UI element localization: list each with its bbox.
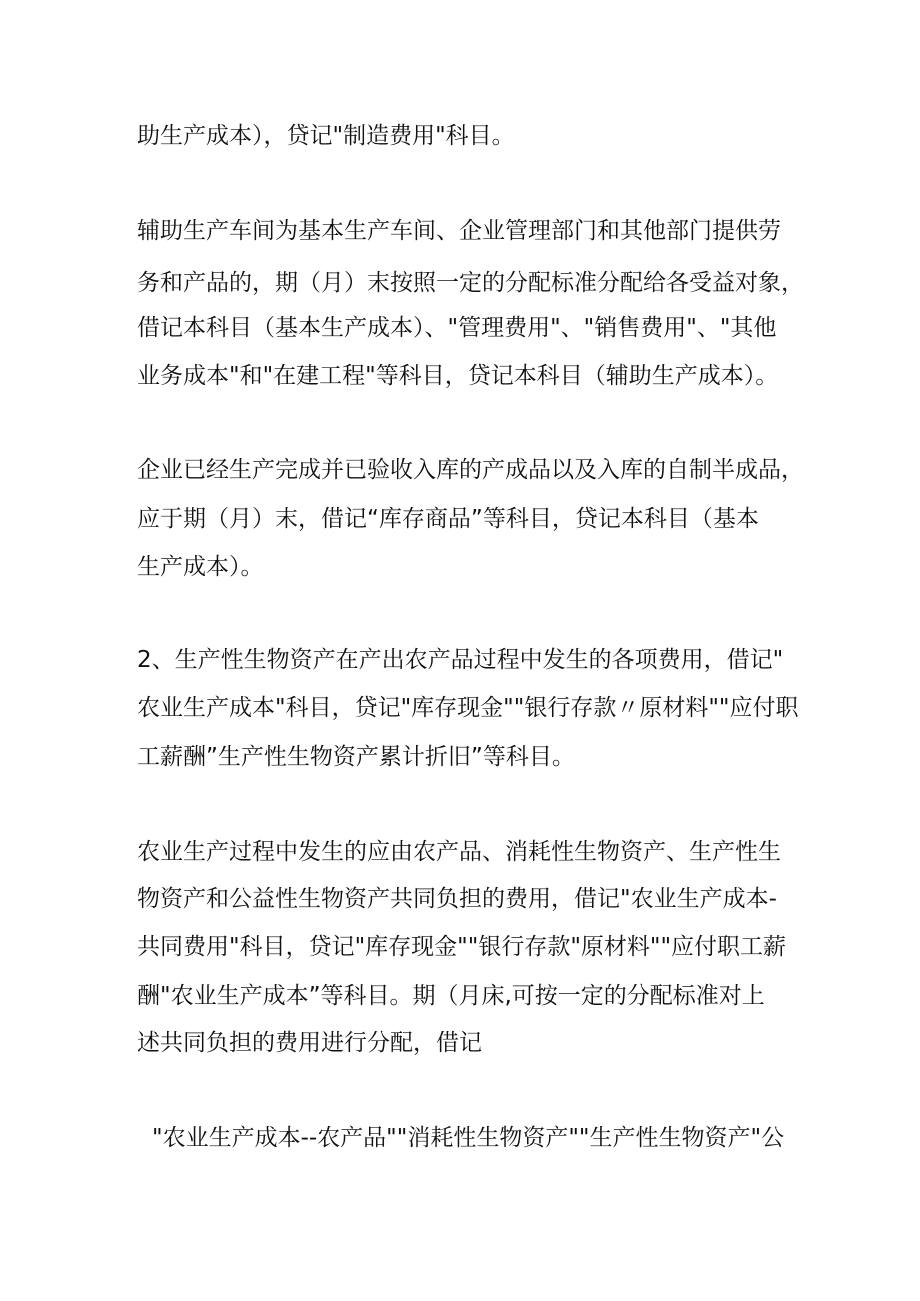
paragraph-6-line-1: "农业生产成本--农产品""消耗性生物资产""生产性生物资产"公 <box>152 1125 785 1151</box>
paragraph-5-line-2: 物资产和公益性生物资产共同负担的费用，借记"农业生产成本- <box>137 886 777 912</box>
paragraph-1-line-1: 助生产成本），贷记"制造费用"科目。 <box>137 123 515 149</box>
paragraph-2-line-4: 业务成本"和"在建工程"等科目，贷记本科目（辅助生产成本）。 <box>137 363 779 389</box>
paragraph-2-line-1: 辅助生产车间为基本生产车间、企业管理部门和其他部门提供劳 <box>137 218 781 244</box>
paragraph-2-line-2: 务和产品的，期（月）末按照一定的分配标准分配给各受益对象， <box>137 270 804 296</box>
paragraph-5-line-5: 述共同负担的费用进行分配，借记 <box>137 1030 482 1056</box>
paragraph-4-line-1: 2、生产性生物资产在产出农产品过程中发生的各项费用，借记" <box>137 647 784 673</box>
paragraph-5-line-3: 共同费用"科目，贷记"库存现金""银行存款"原材料""应付职工薪 <box>137 934 787 960</box>
paragraph-4-line-2: 农业生产成本"科目，贷记"库存现金""银行存款〃原材料""应付职 <box>137 695 799 721</box>
paragraph-3-line-1: 企业已经生产完成并已验收入库的产成品以及入库的自制半成品， <box>137 457 804 483</box>
paragraph-3-line-3: 生产成本）。 <box>137 554 264 580</box>
paragraph-3-line-2: 应于期（月）末，借记“库存商品”等科目，贷记本科目（基本 <box>137 506 759 532</box>
paragraph-4-line-3: 工薪酬”生产性生物资产累计折旧”等科目。 <box>137 744 575 770</box>
paragraph-5-line-4: 酬"农业生产成本”等科目。期（月床,可按一定的分配标准对上 <box>137 983 765 1009</box>
paragraph-5-line-1: 农业生产过程中发生的应由农产品、消耗性生物资产、生产性生 <box>137 839 781 865</box>
paragraph-2-line-3: 借记本科目（基本生产成本）、"管理费用"、"销售费用"、"其他 <box>137 315 777 341</box>
